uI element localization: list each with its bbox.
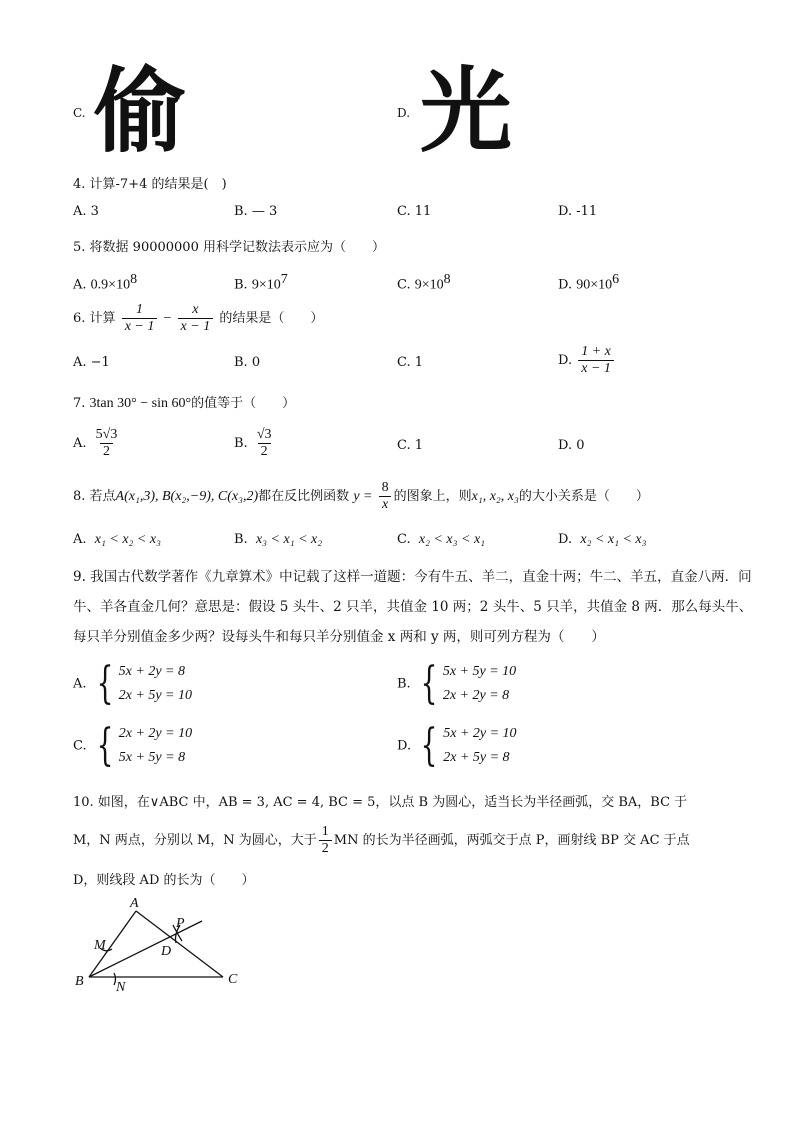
q8-stem: 8. 若点A(x₁,3), B(x₂,−9), C(x₃,2)都在反比例函数 y = $\frac{8}{x}$ 的图象上，则x₁, x₂, x₃的大小关系是（ ） — [73, 480, 649, 512]
q6-option-b: B. 0 — [234, 355, 261, 370]
q3-option-d-label: D. — [397, 106, 411, 120]
q5-option-b: B. $9\times 10^7$ — [234, 272, 288, 293]
q9-option-d: D. { 5x + 2y = 10 2x + 5y = 8 — [397, 720, 517, 771]
q7-option-b: B. $\frac{√3}{2}$ — [234, 427, 272, 459]
q7-option-d: D. 0 — [558, 438, 585, 453]
label-m: M — [94, 938, 106, 953]
q10-line-2: M，N 两点，分别以 M，N 为圆心，大于 $\frac{1}{2}$ MN 的长为半径画弧，两弧交于点 P，画射线 BP 交 AC 于点 — [73, 824, 690, 856]
q5-option-c: C. $9\times 10^8$ — [397, 272, 451, 293]
q3-option-c-character: 偷 — [94, 58, 187, 165]
q6-option-c: C. 1 — [397, 355, 424, 370]
q10-line-3: D，则线段 AD 的长为（ ） — [73, 873, 255, 888]
q5-stem: 5. 将数据 90000000 用科学记数法表示应为（ ） — [73, 240, 385, 255]
q9-option-c: C. { 2x + 2y = 10 5x + 5y = 8 — [73, 720, 193, 771]
q4-option-d: D. -11 — [558, 204, 598, 219]
q8-option-a: A. x₁ < x₂ < x₃ — [73, 532, 161, 547]
q6-fraction-2: $\frac{x}{x - 1}$ — [178, 302, 214, 335]
label-p: P — [176, 916, 185, 931]
label-c: C — [228, 972, 238, 987]
q9-stem: 9. 我国古代数学著作《九章算术》中记载了这样一道题：今有牛五、羊二，直金十两；牛二、羊五，直金八两．问牛、羊各直金几何？意思是：假设 5 头牛、2 只羊，共值金 10 两；2 头牛、5 只羊，共值金 8 两．那么每头牛、每只羊分别值金多少两？设每头牛和每只羊分别值金 x 两和 y 两，则可列方程为（ ） — [73, 569, 753, 645]
label-a: A — [130, 896, 139, 911]
label-d: D — [161, 944, 172, 959]
q7-option-a: A. $\frac{5√3}{2}$ — [73, 427, 118, 459]
q6-option-a: A. −1 — [73, 355, 110, 370]
q4-option-b: B. — 3 — [234, 204, 278, 219]
q10-line-1: 10. 如图，在∨ABC 中，AB = 3, AC = 4, BC = 5，以点 B 为圆心，适当长为半径画弧，交 BA，BC 于 — [73, 795, 688, 810]
q9-option-b: B. { 5x + 5y = 10 2x + 2y = 8 — [397, 658, 517, 709]
label-n: N — [116, 980, 126, 995]
label-b: B — [75, 974, 84, 989]
q8-option-c: C. x₂ < x₃ < x₁ — [397, 532, 486, 547]
q4-stem: 4. 计算-7+4 的结果是( ) — [73, 177, 227, 192]
q8-option-d: D. x₂ < x₁ < x₃ — [558, 532, 647, 547]
q9-option-a: A. { 5x + 2y = 8 2x + 5y = 10 — [73, 658, 192, 709]
q3-option-d-character: 光 — [420, 58, 513, 165]
triangle-figure — [70, 895, 250, 995]
q7-option-c: C. 1 — [397, 438, 424, 453]
q8-option-b: B. x₃ < x₁ < x₂ — [234, 532, 323, 547]
q4-option-a: A. 3 — [73, 204, 99, 219]
q5-option-d: D. $90\times 10^6$ — [558, 272, 620, 293]
q4-option-c: C. 11 — [397, 204, 432, 219]
q7-stem: 7. 3tan 30° − sin 60°的值等于（ ） — [73, 396, 296, 411]
q3-option-c-label: C. — [73, 106, 86, 120]
q5-option-a: A. $0.9\times 10^8$ — [73, 272, 138, 293]
q6-stem: 6. 计算 $\frac{1}{x - 1}$ − $\frac{x}{x - 1}$ 的结果是（ ） — [73, 302, 324, 334]
q6-fraction-1: $\frac{1}{x - 1}$ — [122, 302, 158, 335]
q6-option-d: D. $\frac{1 + x}{x - 1}$ — [558, 344, 616, 377]
